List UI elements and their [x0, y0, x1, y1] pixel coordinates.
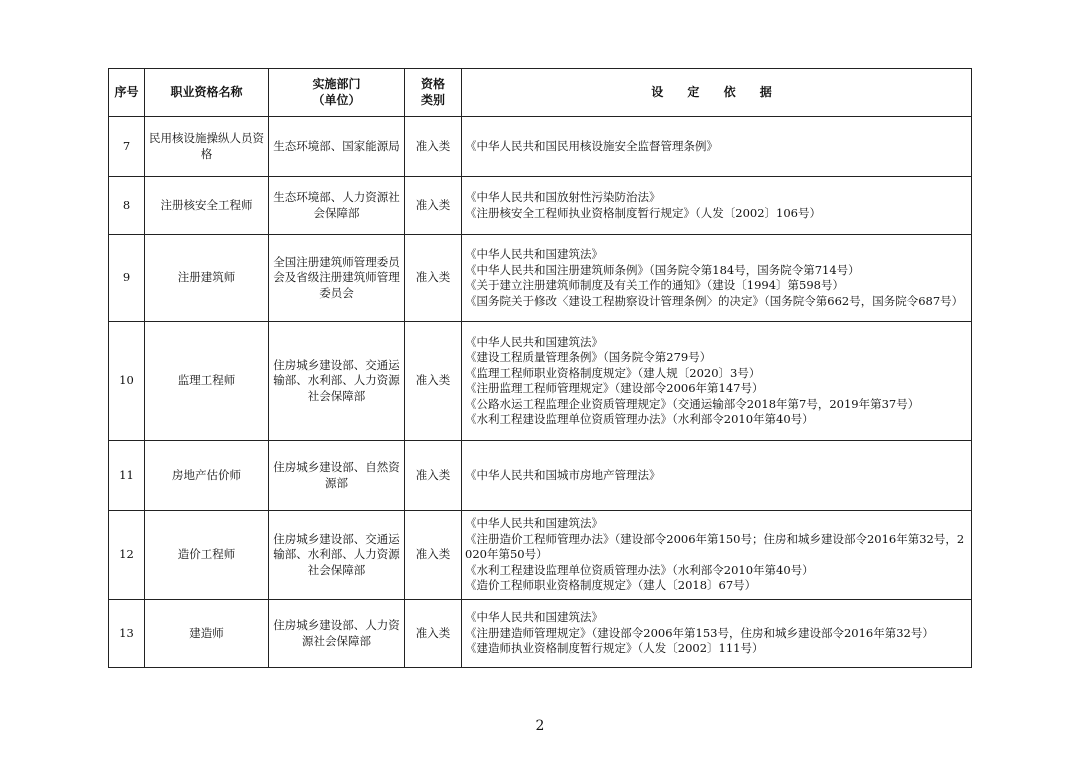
row-name: 民用核设施操纵人员资格 — [145, 117, 269, 177]
row-name: 造价工程师 — [145, 511, 269, 600]
row-num: 13 — [109, 600, 145, 668]
header-name: 职业资格名称 — [145, 69, 269, 117]
table-row — [109, 117, 972, 177]
table-row — [109, 322, 972, 441]
header-cat-line1: 资格 — [420, 77, 445, 91]
basis-line: 《建设工程质量管理条例》（国务院令第279号） — [465, 350, 712, 364]
basis-line: 《注册监理工程师管理规定》（建设部令2006年第147号） — [465, 381, 764, 395]
header-dept-line2: （单位） — [312, 92, 361, 107]
row-category: 准入类 — [405, 235, 462, 322]
row-category: 准入类 — [405, 511, 462, 600]
table-row — [109, 511, 972, 600]
table-body — [109, 117, 972, 668]
table-row — [109, 177, 972, 235]
row-category: 准入类 — [405, 177, 462, 235]
row-basis — [462, 117, 972, 177]
row-basis — [462, 441, 972, 511]
qualification-table — [108, 68, 972, 668]
row-category: 准入类 — [405, 117, 462, 177]
basis-line: 《公路水运工程监理企业资质管理规定》（交通运输部令2018年第7号，2019年第37号） — [465, 396, 920, 411]
row-dept: 生态环境部、人力资源社会保障部 — [269, 177, 405, 235]
basis-line: 《注册核安全工程师执业资格制度暂行规定》（人发〔2002〕106号） — [465, 205, 821, 220]
row-basis — [462, 235, 972, 322]
row-dept: 住房城乡建设部、交通运输部、水利部、人力资源社会保障部 — [269, 511, 405, 600]
basis-line: 《中华人民共和国建筑法》 — [465, 610, 603, 625]
row-dept: 住房城乡建设部、自然资源部 — [269, 441, 405, 511]
row-num: 8 — [109, 177, 145, 235]
row-name: 注册建筑师 — [145, 235, 269, 322]
basis-line: 《中华人民共和国城市房地产管理法》 — [465, 467, 661, 482]
row-category: 准入类 — [405, 322, 462, 441]
header-basis — [462, 69, 972, 117]
header-basis-text: 设 定 依 据 — [651, 84, 782, 99]
basis-line: 《造价工程师职业资格制度规定》（建人〔2018〕67号） — [465, 578, 757, 593]
table-header-row — [109, 69, 972, 117]
row-name: 建造师 — [145, 600, 269, 668]
basis-line: 《注册建造师管理规定》（建设部令2006年第153号，住房和城乡建设部令2016年第32号） — [465, 625, 934, 640]
basis-line: 《监理工程师职业资格制度规定》（建人规〔2020〕3号） — [465, 365, 761, 380]
basis-line: 《中华人民共和国建筑法》 — [465, 247, 603, 261]
table-row — [109, 441, 972, 511]
page-number: 2 — [535, 718, 545, 734]
header-dept-line1: 实施部门 — [312, 77, 361, 91]
basis-line: 《注册造价工程师管理办法》（建设部令2006年第150号；住房和城乡建设部令2016年第32号，2020年第50号） — [465, 531, 965, 562]
table-row — [109, 235, 972, 322]
basis-line: 《中华人民共和国放射性污染防治法》 — [465, 190, 661, 204]
row-dept: 全国注册建筑师管理委员会及省级注册建筑师管理委员会 — [269, 235, 405, 322]
row-basis — [462, 600, 972, 668]
basis-line: 《中华人民共和国注册建筑师条例》（国务院令第184号，国务院令第714号） — [465, 262, 860, 277]
row-basis — [462, 177, 972, 235]
row-num: 7 — [109, 117, 145, 177]
row-name: 监理工程师 — [145, 322, 269, 441]
basis-line: 《中华人民共和国建筑法》 — [465, 334, 603, 349]
basis-line: 《中华人民共和国建筑法》 — [465, 516, 603, 531]
basis-line: 《建造师执业资格制度暂行规定》（人发〔2002〕111号） — [465, 641, 764, 656]
row-basis — [462, 511, 972, 600]
row-dept: 住房城乡建设部、人力资源社会保障部 — [269, 600, 405, 668]
row-num: 11 — [109, 441, 145, 511]
row-num: 9 — [109, 235, 145, 322]
header-cat-line2: 类别 — [420, 92, 445, 107]
row-dept: 住房城乡建设部、交通运输部、水利部、人力资源社会保障部 — [269, 322, 405, 441]
row-name: 注册核安全工程师 — [145, 177, 269, 235]
row-basis — [462, 322, 972, 441]
header-num: 序号 — [109, 69, 145, 117]
row-category: 准入类 — [405, 441, 462, 511]
basis-line: 《水利工程建设监理单位资质管理办法》（水利部令2010年第40号） — [465, 412, 814, 426]
basis-line: 《国务院关于修改〈建设工程勘察设计管理条例〉的决定》（国务院令第662号，国务院令687号） — [465, 293, 964, 308]
table-row — [109, 600, 972, 668]
basis-line: 《水利工程建设监理单位资质管理办法》（水利部令2010年第40号） — [465, 562, 814, 577]
row-num: 12 — [109, 511, 145, 600]
basis-line: 《中华人民共和国民用核设施安全监督管理条例》 — [465, 138, 718, 153]
header-category — [405, 69, 462, 117]
basis-line: 《关于建立注册建筑师制度及有关工作的通知》（建设〔1994〕第598号） — [465, 278, 844, 292]
row-dept: 生态环境部、国家能源局 — [269, 117, 405, 177]
row-category: 准入类 — [405, 600, 462, 668]
row-num: 10 — [109, 322, 145, 441]
header-dept — [269, 69, 405, 117]
row-name: 房地产估价师 — [145, 441, 269, 511]
